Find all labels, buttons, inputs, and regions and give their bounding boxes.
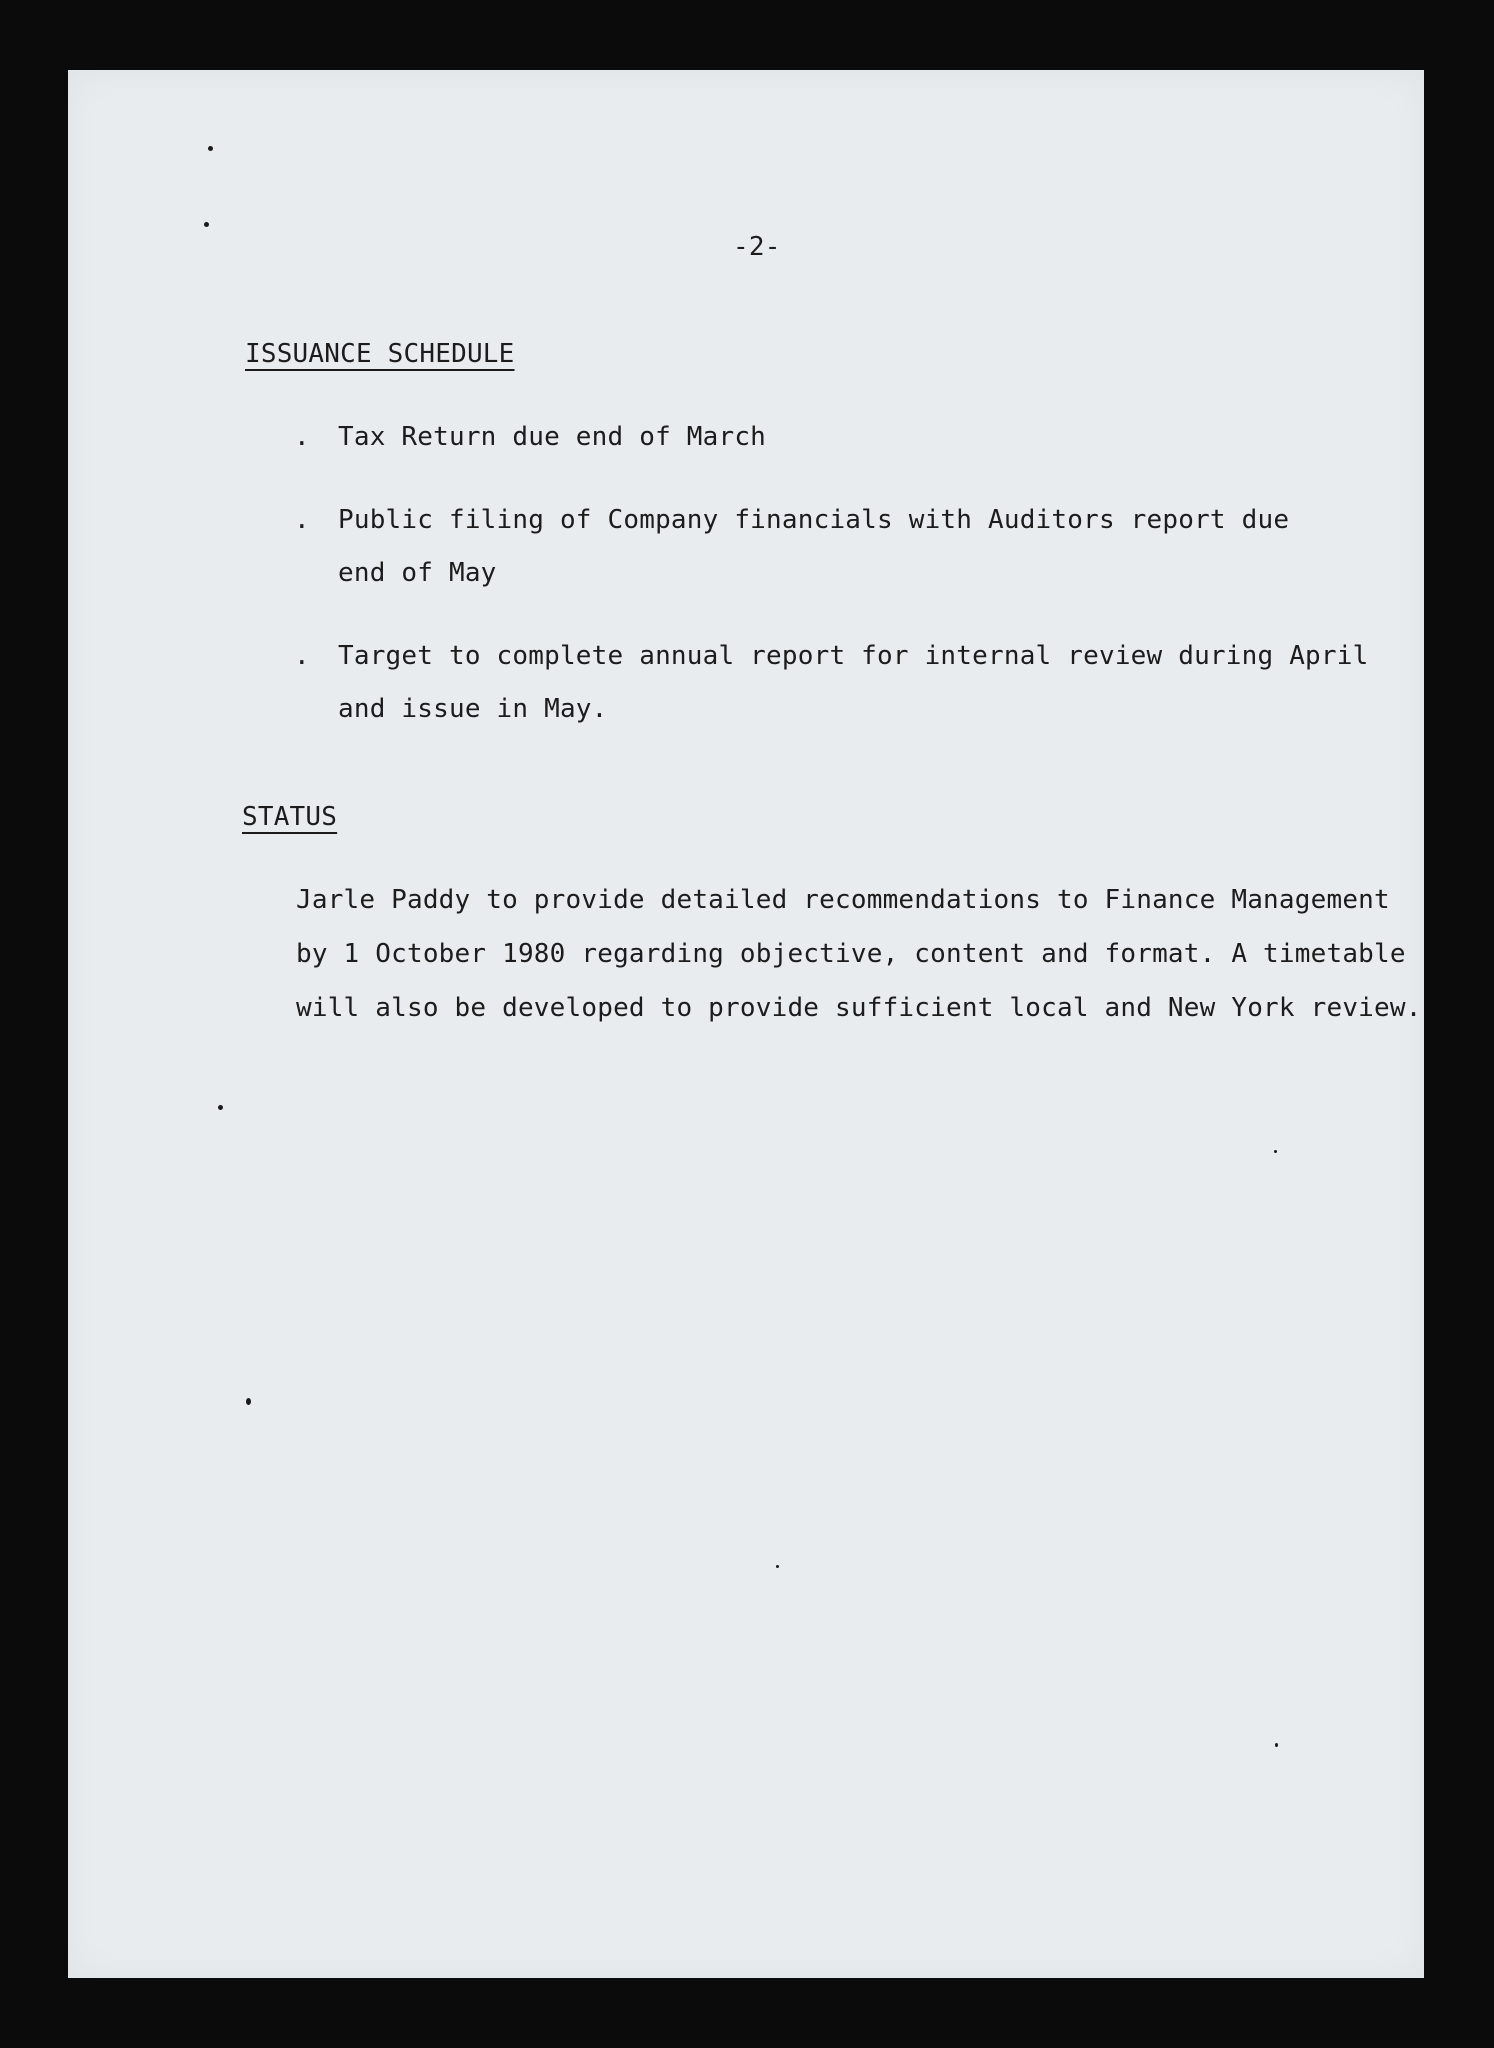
- scan-speck: [776, 1565, 779, 1568]
- bullet-text-line: Tax Return due end of March: [338, 422, 767, 452]
- section-heading-issuance-schedule: ISSUANCE SCHEDULE: [245, 339, 515, 369]
- scan-speck: [204, 222, 209, 227]
- status-paragraph-line: by 1 October 1980 regarding objective, content and format. A timetable: [296, 939, 1406, 969]
- paper-sheet: [68, 70, 1424, 1978]
- bullet-text-line: Public filing of Company financials with Auditors report due: [338, 505, 1290, 535]
- page-number: -2-: [733, 232, 781, 262]
- scan-speck: [1275, 1743, 1278, 1747]
- scan-speck: [208, 146, 213, 151]
- scan-speck: [218, 1105, 223, 1110]
- bullet-text-line: Target to complete annual report for internal review during April: [338, 641, 1369, 671]
- bullet-text-line: end of May: [338, 558, 497, 588]
- scan-speck: [1274, 1150, 1277, 1153]
- scan-speck: [246, 1398, 251, 1405]
- section-heading-status: STATUS: [242, 802, 338, 832]
- status-paragraph-line: Jarle Paddy to provide detailed recommendations to Finance Management: [296, 885, 1390, 915]
- bullet-marker: .: [294, 641, 310, 671]
- bullet-marker: .: [294, 422, 310, 452]
- status-paragraph-line: will also be developed to provide sufficient local and New York review.: [296, 993, 1422, 1023]
- bullet-text-line: and issue in May.: [338, 694, 608, 724]
- bullet-marker: .: [294, 505, 310, 535]
